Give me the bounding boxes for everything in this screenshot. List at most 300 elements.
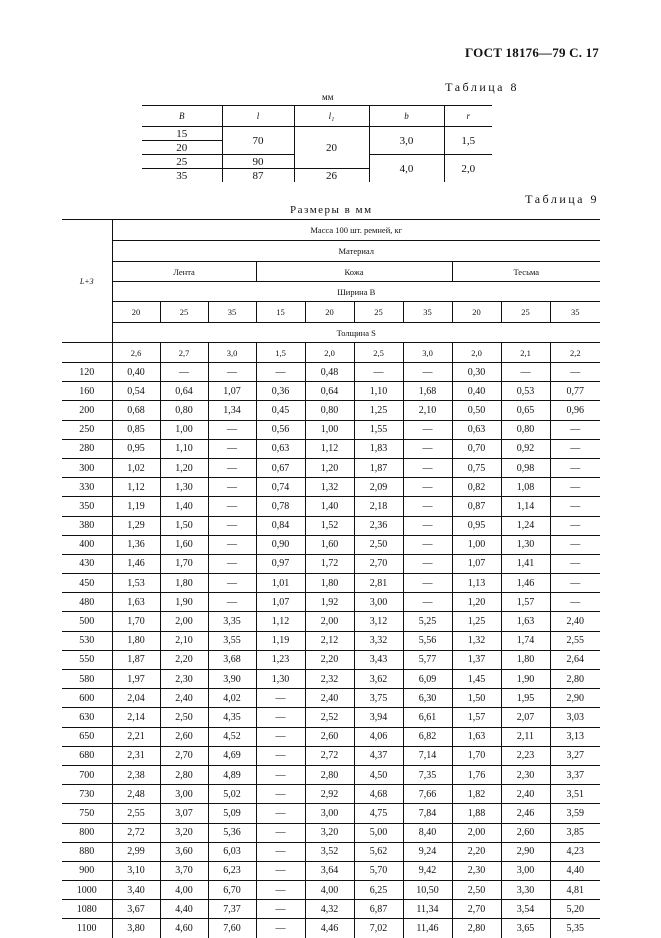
table9-mass-cell: 2,40 [160,689,208,708]
table9-mass-cell: 3,37 [550,765,600,784]
table9-mass-header: Масса 100 шт. ремней, кг [112,220,600,241]
table9-mass-cell: 1,10 [160,439,208,458]
table9-mass-cell: 1,90 [160,593,208,612]
table9-mass-cell: — [208,574,256,593]
table9-mass-cell: — [403,574,452,593]
table9-mass-cell: 1,82 [452,785,501,804]
table9-mass-cell: 4,89 [208,765,256,784]
table9-mass-cell: 9,42 [403,861,452,880]
table9-mass-cell: 0,77 [550,382,600,401]
table9-length-cell: 530 [62,631,112,650]
table9-mass-cell: 4,52 [208,727,256,746]
table9-mass-cell: 2,40 [305,689,354,708]
table-row [62,363,600,382]
table9-mass-cell: 1,00 [305,420,354,439]
table9-mass-cell: — [256,708,305,727]
table9-mass-cell: 0,68 [112,401,160,420]
table9-mass-cell: 5,20 [550,900,600,919]
table-row [62,881,600,900]
table9-mass-cell: 0,84 [256,516,305,535]
table9-thickness-value: 2,0 [305,343,354,363]
table9-header-width-row [62,282,600,302]
table9-mass-cell: 2,60 [160,727,208,746]
table8-header-B: B [142,106,222,127]
table9-mass-cell: 4,32 [305,900,354,919]
table9-mass-cell: 0,63 [256,439,305,458]
table9-mass-cell: 1,00 [160,420,208,439]
table9-length-cell: 450 [62,574,112,593]
table9-mass-cell: 1,90 [501,670,550,689]
table9-mass-cell: 0,54 [112,382,160,401]
table9-length-cell: 800 [62,823,112,842]
table9-mass-cell: 0,64 [305,382,354,401]
table9-width-value: 25 [501,302,550,323]
table-row [62,554,600,573]
table9-length-cell: 580 [62,670,112,689]
table9-mass-cell: — [550,574,600,593]
table9-mass-cell: 3,94 [354,708,403,727]
table9-mass-cell: — [403,593,452,612]
table8-header-l1: l₁ [294,106,369,127]
table9-mass-cell: 3,60 [160,842,208,861]
table9-mass-cell: 2,72 [305,746,354,765]
table9-mass-cell: — [256,746,305,765]
table9-mass-cell: 1,70 [160,554,208,573]
table9-mass-cell: 2,09 [354,478,403,497]
table9-L-spacer [62,343,112,363]
table9-mass-cell: — [256,785,305,804]
table9-mass-cell: 1,45 [452,670,501,689]
table9-mass-cell: 2,00 [160,612,208,631]
table9-mass-cell: 0,53 [501,382,550,401]
table9-mass-cell: 2,07 [501,708,550,727]
table9-mass-cell: 3,90 [208,670,256,689]
table9-thickness-value: 2,1 [501,343,550,363]
table9-mass-cell: 3,27 [550,746,600,765]
table9-mass-cell: — [403,554,452,573]
table9-mass-cell: 3,40 [112,881,160,900]
table-row [62,516,600,535]
table9-mass-cell: 1,60 [305,535,354,554]
table9-mass-cell: — [403,497,452,516]
table9-mass-cell: — [550,516,600,535]
table8-header-r: r [444,106,492,127]
table8 [142,105,492,182]
table9-mass-cell: 1,50 [160,516,208,535]
table8-cell: 70 [222,127,294,155]
table9-mass-cell: 5,09 [208,804,256,823]
table9-mass-cell: — [208,535,256,554]
table9-mass-cell: — [403,439,452,458]
table9-mass-cell: — [550,478,600,497]
table8-header-l: l [222,106,294,127]
table9-mass-cell: 5,02 [208,785,256,804]
table9-mass-cell: 3,00 [354,593,403,612]
table9-mass-cell: 2,80 [160,765,208,784]
table9-mass-cell: — [208,516,256,535]
table9-mass-cell: 1,07 [208,382,256,401]
table9-mass-cell: 1,92 [305,593,354,612]
table9-length-cell: 1100 [76,923,97,935]
table9-mass-cell: 3,12 [354,612,403,631]
table9-mass-cell: 2,30 [452,861,501,880]
table9-mass-cell: 1,63 [501,612,550,631]
table9-mass-cell: 3,65 [501,919,550,938]
table9-mass-cell: 1,95 [501,689,550,708]
table9-thickness-header: Толщина S [112,323,600,343]
table9-width-header: Ширина B [112,282,600,302]
table9-mass-cell: 3,35 [208,612,256,631]
table9-mass-cell: 1,30 [160,478,208,497]
table-row [62,900,600,919]
table9-mass-cell: 1,40 [305,497,354,516]
table-row [62,689,600,708]
table9-mass-cell: 0,96 [550,401,600,420]
table9-mass-cell: — [208,420,256,439]
table9-length-cell: 900 [62,861,112,880]
table9-mass-cell: 2,30 [501,765,550,784]
table9-mass-cell: 1,83 [354,439,403,458]
table9-mass-cell: 0,97 [256,554,305,573]
table9-mass-cell: 1,08 [501,478,550,497]
table9-mass-cell: — [208,458,256,477]
table9-mass-cell: 2,52 [305,708,354,727]
table9-length-cell: 280 [62,439,112,458]
table9-mass-cell: — [403,363,452,382]
table-row [62,535,600,554]
table9-mass-cell: — [354,363,403,382]
table9-mass-cell: 3,32 [354,631,403,650]
table9-mass-cell: 4,75 [354,804,403,823]
table9-mass-cell: 0,36 [256,382,305,401]
table9-mass-cell: 1,00 [452,535,501,554]
table9-mass-cell: 3,00 [305,804,354,823]
table9-mass-cell: 0,80 [501,420,550,439]
table9-mass-cell: — [403,516,452,535]
table-row [62,861,600,880]
table-row [62,804,600,823]
table9-mass-cell: — [550,593,600,612]
table9-mass-cell: 3,00 [160,785,208,804]
table9-mass-cell: — [208,497,256,516]
table9-mass-cell: 7,37 [208,900,256,919]
table9-mass-cell: 0,56 [256,420,305,439]
table9-mass-cell: 1,70 [452,746,501,765]
table9-mass-cell: 0,67 [256,458,305,477]
table9-mass-cell: — [208,554,256,573]
table9-mass-cell: 2,80 [452,919,501,938]
table9-mass-cell: 2,80 [550,670,600,689]
table9-mass-cell: 1,88 [452,804,501,823]
table9-mass-cell: 1,07 [452,554,501,573]
table9-mass-cell: 1,25 [354,401,403,420]
table9-mass-cell: 2,70 [160,746,208,765]
table9-mass-cell: 1,72 [305,554,354,573]
table9-length-cell: 350 [62,497,112,516]
table9-thickness-value: 2,5 [354,343,403,363]
table9-mass-cell: 4,06 [354,727,403,746]
table9-mass-cell: 1,40 [160,497,208,516]
table9-mass-cell: 6,23 [208,861,256,880]
table9-thickness-value: 2,6 [112,343,160,363]
table9-mass-cell: 3,00 [501,861,550,880]
table9-mass-cell: 2,72 [112,823,160,842]
table9-mass-cell: 1,97 [112,670,160,689]
table-row [62,574,600,593]
table9-mass-cell: 2,32 [305,670,354,689]
table9-mass-cell: — [403,478,452,497]
table9-mass-cell: 1,57 [452,708,501,727]
table9-mass-cell: 0,74 [256,478,305,497]
table9-mass-cell: 2,30 [160,670,208,689]
table9-mass-cell: 1,80 [112,631,160,650]
table8-cell: 1,5 [444,127,492,155]
table9-mass-cell: 5,35 [550,919,600,938]
table9-material-kozha: Кожа [256,262,452,282]
table9-mass-cell: 2,18 [354,497,403,516]
table9-mass-cell: 6,30 [403,689,452,708]
table9-mass-cell: 1,87 [354,458,403,477]
table9-mass-cell: 0,40 [452,382,501,401]
table8-row [142,127,492,141]
table9-mass-cell: 1,60 [160,535,208,554]
table9-mass-cell: 2,40 [550,612,600,631]
table9-mass-cell: 2,50 [160,708,208,727]
table9-mass-cell: 0,87 [452,497,501,516]
table9-mass-cell: 6,03 [208,842,256,861]
table9-mass-cell: 2,00 [305,612,354,631]
table9-mass-cell: 1,02 [112,458,160,477]
table9-mass-cell: 1,20 [452,593,501,612]
table9-length-cell: 650 [62,727,112,746]
table9-mass-cell: 0,80 [305,401,354,420]
table9-mass-cell: 5,77 [403,650,452,669]
table9-mass-cell: — [501,363,550,382]
table9-mass-cell: 1,57 [501,593,550,612]
table9 [62,219,600,938]
table9-mass-cell: 0,95 [112,439,160,458]
table9-thickness-value: 1,5 [256,343,305,363]
table9-mass-cell: 11,46 [403,919,452,938]
table9-mass-cell: 3,03 [550,708,600,727]
table9-mass-cell: 1,24 [501,516,550,535]
table9-mass-cell: 2,64 [550,650,600,669]
table9-mass-cell: 1,34 [208,401,256,420]
table9-mass-cell: — [256,881,305,900]
table9-mass-cell: 1,07 [256,593,305,612]
table9-length-cell: 550 [62,650,112,669]
table9-mass-cell: 4,68 [354,785,403,804]
table9-mass-cell: — [256,861,305,880]
table9-mass-cell: 3,10 [112,861,160,880]
page-header: ГОСТ 18176—79 С. 17 [465,45,599,60]
table9-mass-cell: 3,20 [305,823,354,842]
table9-mass-cell: 1,32 [452,631,501,650]
table9-mass-cell: — [550,439,600,458]
table9-length-cell: 680 [62,746,112,765]
table9-header-thicknesses-row [62,343,600,363]
table9-mass-cell: 2,48 [112,785,160,804]
table9-mass-cell: 9,24 [403,842,452,861]
table9-mass-cell: 2,80 [305,765,354,784]
table9-mass-cell: 4,00 [160,881,208,900]
table9-mass-cell: — [256,765,305,784]
table9-mass-cell: 1,19 [256,631,305,650]
table9-mass-cell: 3,43 [354,650,403,669]
table9-width-value: 25 [160,302,208,323]
table9-mass-cell: 5,62 [354,842,403,861]
table-row [62,497,600,516]
table9-mass-cell: — [256,842,305,861]
table9-L-header: L+3 [62,220,112,343]
table-row [62,708,600,727]
table9-mass-cell: — [256,727,305,746]
table9-mass-cell: 1,12 [305,439,354,458]
table9-mass-cell: 7,02 [354,919,403,938]
table9-mass-cell: — [208,363,256,382]
table9-mass-cell: 2,20 [452,842,501,861]
table9-mass-cell: 2,70 [354,554,403,573]
table9-header-widths-row [62,302,600,323]
table9-thickness-value: 2,7 [160,343,208,363]
table9-mass-cell: 7,66 [403,785,452,804]
table9-header-mass-row [62,220,600,241]
table9-mass-cell: 6,61 [403,708,452,727]
table9-mass-cell: 0,98 [501,458,550,477]
table9-mass-cell: 5,36 [208,823,256,842]
table9-mass-cell: 6,25 [354,881,403,900]
table-row [62,785,600,804]
table9-mass-cell: 0,78 [256,497,305,516]
table9-mass-cell: 1,50 [452,689,501,708]
table9-mass-cell: 2,50 [452,881,501,900]
table9-length-cell: 120 [62,363,112,382]
table9-mass-cell: — [550,420,600,439]
table9-mass-cell: 5,00 [354,823,403,842]
table9-mass-cell: 0,95 [452,516,501,535]
table9-length-cell: 630 [62,708,112,727]
table-row [62,823,600,842]
table8-cell: 90 [222,155,294,169]
table8-cell: 4,0 [369,155,444,183]
table9-mass-cell: 1,63 [452,727,501,746]
table9-length-cell: 750 [62,804,112,823]
table9-mass-cell: 0,92 [501,439,550,458]
table-row [62,670,600,689]
table9-mass-cell: 10,50 [403,881,452,900]
table9-mass-cell: 2,50 [354,535,403,554]
table9-mass-cell: 2,20 [305,650,354,669]
table9-caption: Таблица 9 [525,192,599,206]
table9-mass-cell: 2,31 [112,746,160,765]
table9-mass-cell: 2,23 [501,746,550,765]
table9-width-value: 35 [550,302,600,323]
table9-mass-cell: 0,65 [501,401,550,420]
table9-mass-cell: 4,35 [208,708,256,727]
table9-length-cell: 300 [62,458,112,477]
table9-mass-cell: 2,60 [501,823,550,842]
table9-mass-cell: 5,56 [403,631,452,650]
table9-length-cell: 160 [62,382,112,401]
table9-mass-cell: — [256,689,305,708]
table9-length-cell: 500 [62,612,112,631]
table9-mass-cell: — [403,535,452,554]
table9-mass-cell: 1,23 [256,650,305,669]
table9-mass-cell: 1,10 [354,382,403,401]
table9-material-header: Материал [112,241,600,262]
table8-cell: 87 [222,169,294,183]
table9-mass-cell: 1,37 [452,650,501,669]
table9-mass-cell: 2,10 [403,401,452,420]
table-row [62,919,600,938]
table9-mass-cell: 2,38 [112,765,160,784]
table9-mass-cell: 4,40 [550,861,600,880]
table9-length-cell: 380 [62,516,112,535]
table9-mass-cell: 0,90 [256,535,305,554]
table9-mass-cell: 4,60 [160,919,208,938]
table9-mass-cell: — [160,363,208,382]
table8-cell: 26 [294,169,369,183]
table9-mass-cell: 1,74 [501,631,550,650]
table9-mass-cell: 0,80 [160,401,208,420]
table9-width-value: 20 [452,302,501,323]
table9-mass-cell: 1,41 [501,554,550,573]
table9-mass-cell: — [550,497,600,516]
table9-mass-cell: 3,68 [208,650,256,669]
table9-length-cell: 430 [62,554,112,573]
table9-mass-cell: 3,13 [550,727,600,746]
table-row [62,842,600,861]
table9-mass-cell: 4,37 [354,746,403,765]
table9-mass-cell: 4,02 [208,689,256,708]
table9-mass-cell: 0,85 [112,420,160,439]
table9-mass-cell: 2,20 [160,650,208,669]
table9-mass-cell: 3,62 [354,670,403,689]
table8-cell: 35 [176,169,188,182]
table9-mass-cell: 2,00 [452,823,501,842]
table9-mass-cell: 1,32 [305,478,354,497]
table9-mass-cell: 2,14 [112,708,160,727]
table9-body [62,363,600,938]
table8-unit: мм [322,92,334,102]
table8-header-row [142,106,492,127]
table9-mass-cell: — [550,554,600,573]
table9-mass-cell: 1,30 [501,535,550,554]
table9-mass-cell: 5,25 [403,612,452,631]
table9-mass-cell: 2,55 [550,631,600,650]
table9-header-materials-row [62,262,600,282]
table9-mass-cell: 2,04 [112,689,160,708]
table9-mass-cell: 2,21 [112,727,160,746]
table-row [62,439,600,458]
table9-length-cell: 1000 [62,881,112,900]
table9-mass-cell: 2,90 [550,689,600,708]
table9-mass-cell: 0,64 [160,382,208,401]
table9-mass-cell: 0,48 [305,363,354,382]
table9-mass-cell: — [550,458,600,477]
table-row [62,420,600,439]
table9-mass-cell: — [256,900,305,919]
table9-mass-cell: 1,55 [354,420,403,439]
table9-length-cell: 250 [62,420,112,439]
table9-mass-cell: 1,46 [112,554,160,573]
table9-mass-cell: 5,70 [354,861,403,880]
table9-width-value: 35 [208,302,256,323]
table9-mass-cell: — [256,804,305,823]
table9-mass-cell: 2,10 [160,631,208,650]
table9-material-lenta: Лента [112,262,256,282]
table9-mass-cell: 2,81 [354,574,403,593]
